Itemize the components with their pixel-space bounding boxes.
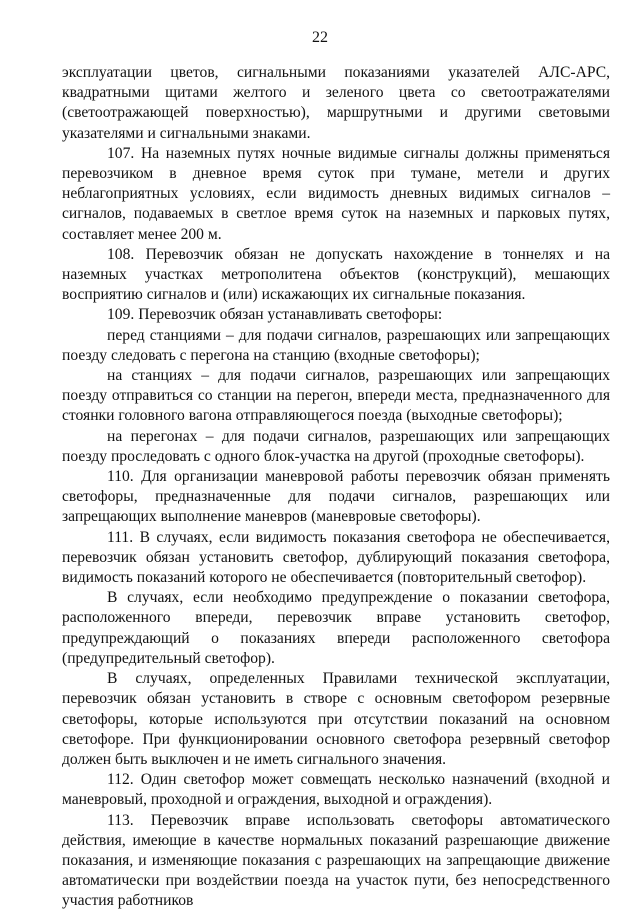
paragraph-109: 109. Перевозчик обязан устанавливать светофоры: xyxy=(107,306,443,324)
paragraph-108: 108. Перевозчик обязан не допускать нахождение в тоннелях и на наземных участках метрополитена объектов (конструкций), мешающих восприятию сигналов и (или) искажающих их сигнальные показания. xyxy=(62,245,610,304)
paragraph-111-warning-signal: В случаях, если необходимо предупреждение о показании светофора, расположенного впереди, перевозчик вправе установить светофор, предупреждающий о показаниях впереди расположенного светофора (предупредительный светофор). xyxy=(62,589,610,667)
paragraph-113: 113. Перевозчик вправе использовать светофоры автоматического действия, имеющие в качестве нормальных показаний разрешающие движение показания, и изменяющие показания с разрешающих на запрещающие движение автоматически при воздействии поезда на участок пути, без непосредственного участия работников xyxy=(62,811,610,910)
paragraph-107: 107. На наземных путях ночные видимые сигналы должны применяться перевозчиком в дневное время суток при тумане, метели и других неблагоприятных условиях, если видимость дневных видимых сигналов – сигналов, подаваемых в светлое время суток на наземных и парковых путях, составляет менее 200 м. xyxy=(62,144,610,243)
page-number: 22 xyxy=(312,29,328,46)
document-body xyxy=(62,63,610,912)
paragraph-109-entry-signals: перед станциями – для подачи сигналов, разрешающих или запрещающих поезду следовать с перегона на станцию (входные светофоры); xyxy=(62,326,610,364)
paragraph-continuation: эксплуатации цветов, сигнальными показаниями указателей АЛС-АРС, квадратными щитами желтого и зеленого цвета со светоотражателями (светоотражающей поверхностью), маршрутными и другими световыми указателями и сигнальными знаками. xyxy=(62,64,610,142)
paragraph-111: 111. В случаях, если видимость показания светофора не обеспечивается, перевозчик обязан установить светофор, дублирующий показания светофора, видимость показаний которого не обеспечивается (повторительный светофор). xyxy=(62,528,610,587)
paragraph-109-exit-signals: на станциях – для подачи сигналов, разрешающих или запрещающих поезду отправиться со станции на перегон, впереди места, предназначенного для стоянки головного вагона отправляющегося поезда (выходные светофоры); xyxy=(62,367,610,425)
paragraph-109-block-signals: на перегонах – для подачи сигналов, разрешающих или запрещающих поезду проследовать с одного блок-участка на другой (проходные светофоры). xyxy=(62,427,610,465)
paragraph-111-reserve-signals: В случаях, определенных Правилами технической эксплуатации, перевозчик обязан установить в створе с основным светофором резервные светофоры, которые используются при отсутствии показаний на основном светофоре. При функционировании основного светофора резервный светофор должен быть выключен и не иметь сигнального значения. xyxy=(62,670,610,768)
paragraph-112: 112. Один светофор может совмещать несколько назначений (входной и маневровый, проходной и ограждения, выходной и ограждения). xyxy=(62,771,610,809)
paragraph-110: 110. Для организации маневровой работы перевозчик обязан применять светофоры, предназначенные для подачи сигналов, разрешающих или запрещающих выполнение маневров (маневровые светофоры). xyxy=(62,468,610,526)
